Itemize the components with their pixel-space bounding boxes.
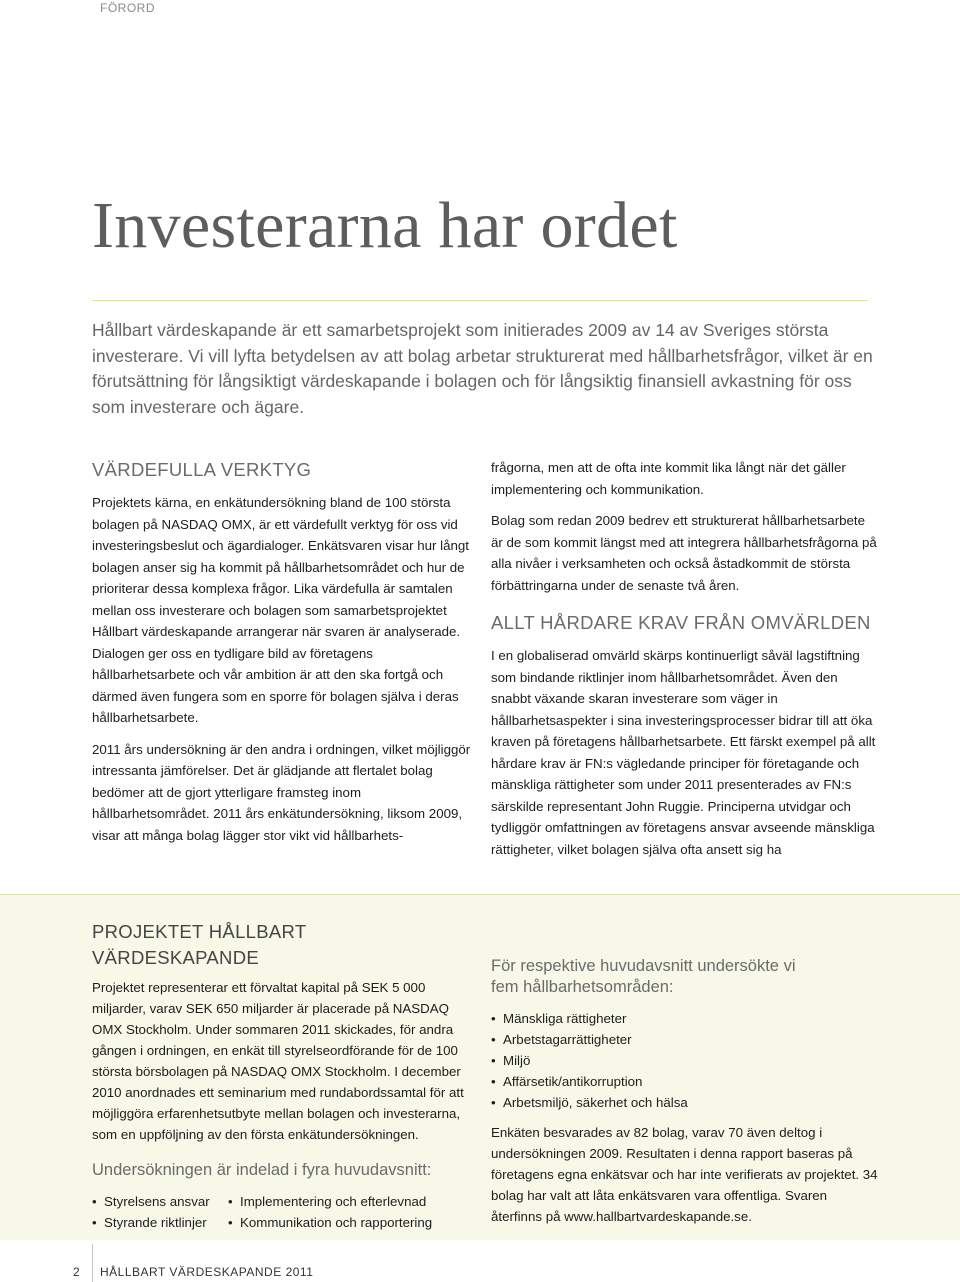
info-box-right-subheading: För respektive huvudavsnitt undersökte vi fem hållbarhetsområden: [491, 957, 796, 996]
page-number: 2 [73, 1265, 80, 1279]
page-title: Investerarna har ordet [92, 189, 678, 262]
left-column-paragraph-1: Projektets kärna, en enkätundersökning bland de 100 största bolagen på NASDAQ OMX, är ett värdefullt verktyg för oss vid investeringsbeslut och ägardialoger. Enkätsvaren visar hur långt bolagen anser sig ha kommit på hållbarhetsområdet och hur de prioriterar dessa komplexa frågor. Lika värdefulla är samtalen mellan oss investerare och bolagen som samarbetsprojektet Hållbart värdeskapande arrangerar när svaren är analyserade. Dialogen ger oss en tydligare bild av företagens hållbarhetsarbete och vår ambition är att den ska fortgå och därmed även fungera som en sporre för bolagen själva i deras hållbarhetsarbete. [92, 495, 469, 725]
list-item: • Implementering och efterlevnad [228, 1191, 432, 1212]
right-column-heading: ALLT HÅRDARE KRAV FRÅN OMVÄRLDEN [491, 612, 871, 633]
info-box-heading: PROJEKTET HÅLLBART VÄRDESKAPANDE [92, 921, 307, 968]
areas-list [491, 1008, 881, 1113]
list-item: • Styrande riktlinjer [92, 1212, 228, 1233]
list-item: • Styrelsens ansvar [92, 1191, 228, 1212]
intro-paragraph: Hållbart värdeskapande är ett samarbetsprojekt som initierades 2009 av 14 av Sveriges största investerare. Vi vill lyfta betydelsen av att bolag arbetar strukturerat med hållbarhetsfrågor, vilket är en förutsättning för långsiktigt värdeskapande i bolagen och för långsiktig finansiell avkastning för oss som investerare och ägare. [92, 320, 873, 417]
footer-title: HÅLLBART VÄRDESKAPANDE 2011 [100, 1265, 314, 1279]
title-divider [92, 300, 868, 301]
list-item: • Affärsetik/antikorruption [491, 1071, 881, 1092]
right-column-paragraph-2: Bolag som redan 2009 bedrev ett strukturerat hållbarhetsarbete är de som kommit längst med att integrera hållbarhetsfrågorna på alla nivåer i verksamheten och också åstadkommit de största förbättringarna under de senaste två åren. [491, 513, 877, 593]
right-column-paragraph-1: frågorna, men att de ofta inte kommit lika långt när det gäller implementering och kommunikation. [491, 460, 846, 497]
info-box-paragraph: Projektet representerar ett förvaltat kapital på SEK 5 000 miljarder, varav SEK 650 miljarder är placerade på NASDAQ OMX Stockholm. Under sommaren 2011 skickades, för andra gången i ordningen, en enkät till styrelseordförande för de 100 största börsbolagen på NASDAQ OMX Stockholm. I december 2010 anordnades ett seminarium med rundabordssamtal för att möjliggöra erfarenhetsutbyte mellan bolagen och investerarna, som en uppföljning av den första enkätundersökningen. [92, 980, 464, 1142]
list-item: • Arbetsmiljö, säkerhet och hälsa [491, 1092, 881, 1113]
footer-divider [92, 1244, 93, 1282]
left-column-heading: VÄRDEFULLA VERKTYG [92, 459, 312, 480]
right-column-paragraph-3: I en globaliserad omvärld skärps kontinuerligt såväl lagstiftning som bindande riktlinjer inom hållbarhetsområdet. Även den snabbt växande skaran investerare som väger in hållbarhetsaspekter i sina investeringsprocesser bidrar till att öka kraven på företagens hållbarhetsarbete. Ett färskt exempel på allt hårdare krav är FN:s vägledande principer för företagande och mänskliga rättigheter som under 2011 presenterades av FN:s särskilde representant John Ruggie. Principerna utvidgar och tydliggör omfattningen av företagens ansvar avseende mänskliga rättigheter, vilket bolagen själva ofta ansett sig ha [491, 648, 876, 857]
info-box-left [92, 919, 477, 1233]
list-item: • Arbetstagarrättigheter [491, 1029, 881, 1050]
left-column [92, 457, 472, 856]
sections-list [92, 1191, 477, 1233]
info-box-right-paragraph: Enkäten besvarades av 82 bolag, varav 70 även deltog i undersökningen 2009. Resultaten i denna rapport baseras på företagens egna enkätsvar och har inte verifierats av projektet. 34 bolag har valt att låta enkätsvaren vara offentliga. Svaren återfinns på www.hallbartvardeskapande.se. [491, 1125, 878, 1224]
left-column-paragraph-2: 2011 års undersökning är den andra i ordningen, vilket möjliggör intressanta jämförelser. Det är glädjande att flertalet bolag bedömer att de gjort ytterligare framsteg inom hållbarhetsområdet. 2011 års enkätundersökning, liksom 2009, visar att många bolag lägger stor vikt vid hållbarhets- [92, 741, 471, 843]
list-item: • Miljö [491, 1050, 881, 1071]
section-label: FÖRORD [100, 1, 155, 15]
info-box-subheading: Undersökningen är indelad i fyra huvudavsnitt: [92, 1161, 432, 1179]
list-item: • Kommunikation och rapportering [228, 1212, 432, 1233]
right-column [491, 457, 877, 870]
list-item: • Mänskliga rättigheter [491, 1008, 881, 1029]
info-box-right [491, 956, 881, 1227]
